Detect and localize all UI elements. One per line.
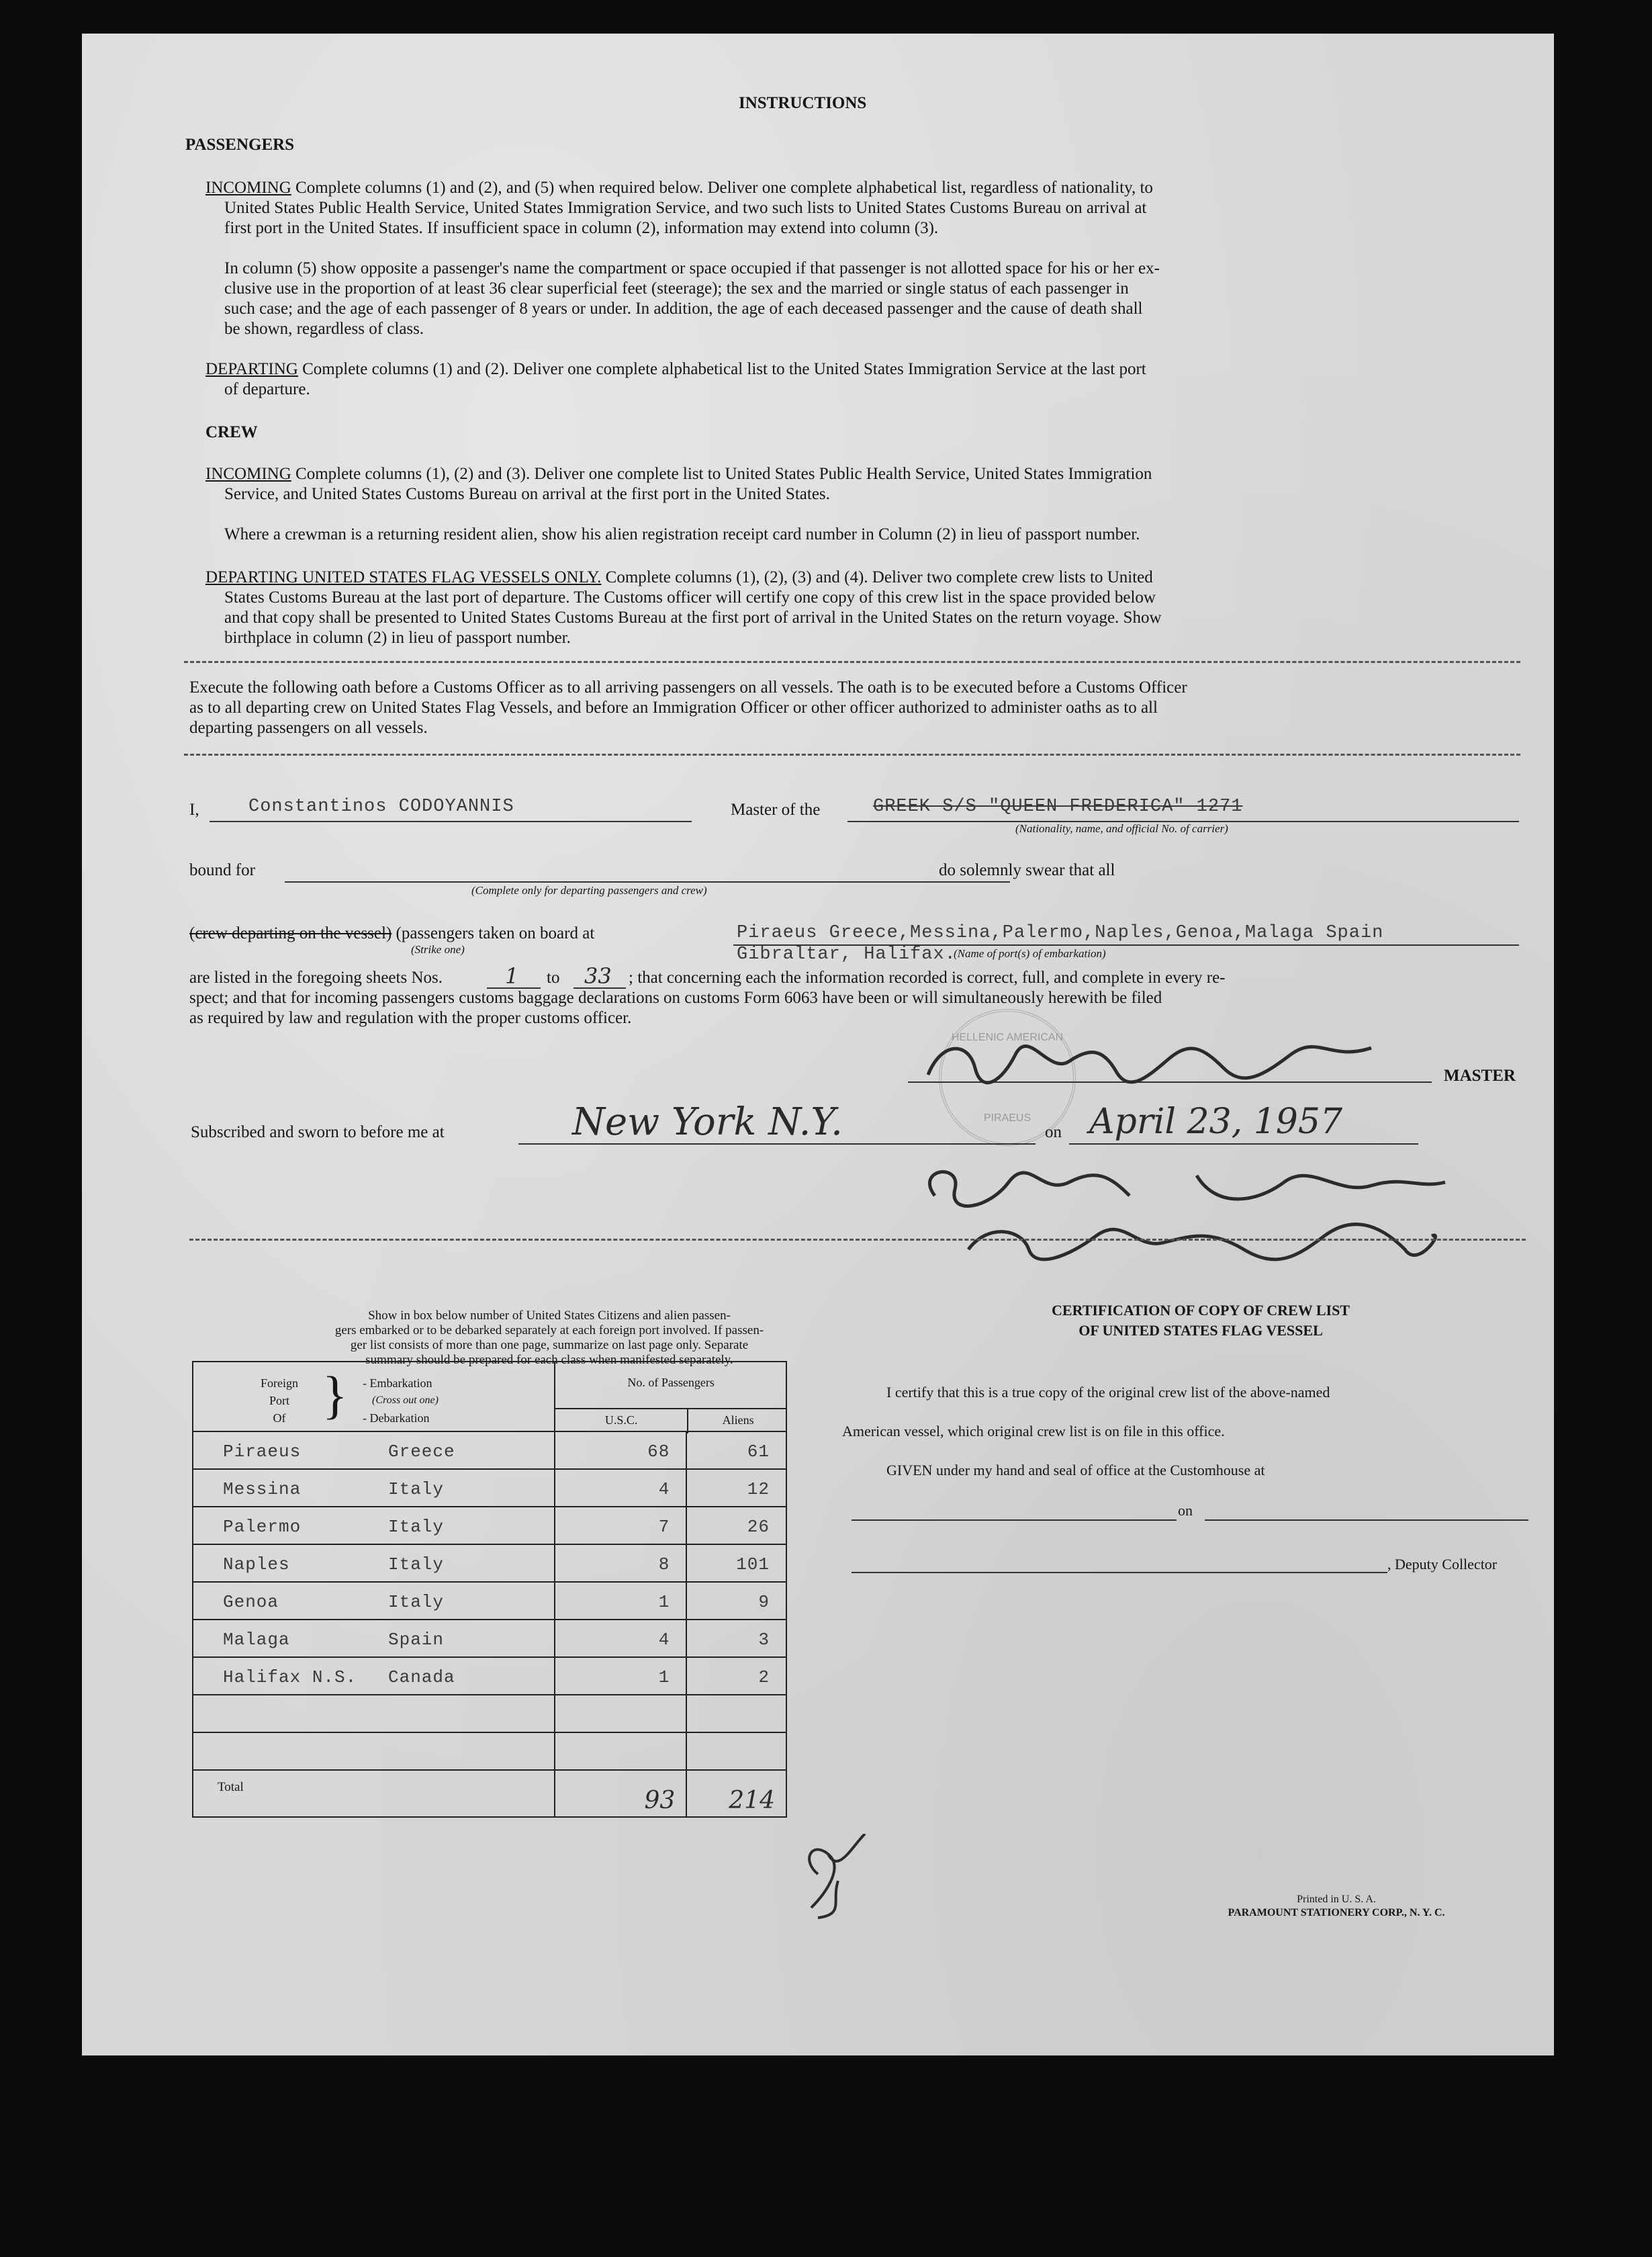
aliens-cell: [686, 1507, 786, 1544]
crew-departing-text-1: Complete columns (1), (2), (3) and (4). Deliver two complete crew lists to United: [605, 568, 1153, 586]
total-aliens[interactable]: 214: [729, 1787, 775, 1814]
embark-debark-labels: [363, 1374, 439, 1427]
port-cell: [193, 1657, 555, 1695]
crew-departing-label: DEPARTING UNITED STATES FLAG VESSELS ONLY.: [205, 568, 602, 586]
printer-line-1: Printed in U. S. A.: [1297, 1894, 1376, 1905]
oath-divider: [184, 754, 1520, 756]
row-port[interactable]: Malaga: [223, 1630, 290, 1650]
usc-cell: [555, 1695, 686, 1732]
incoming-text-3: first port in the United States. If insufficient space in column (2), information may extend into column (3).: [224, 219, 939, 237]
row-country[interactable]: Italy: [388, 1479, 445, 1499]
bound-for-label: bound for: [189, 861, 255, 879]
departing-paragraph-line-1: [205, 359, 1146, 380]
summary-row: [193, 1657, 786, 1695]
summary-row: [193, 1544, 786, 1582]
row-country[interactable]: Italy: [388, 1592, 445, 1612]
summary-instr-3: ger list consists of more than one page, summarize on last page only. Separate: [350, 1338, 749, 1352]
vessel-caption: (Nationality, name, and official No. of carrier): [1015, 822, 1228, 835]
subscribed-label: Subscribed and sworn to before me at: [191, 1123, 445, 1141]
row-port[interactable]: Messina: [223, 1479, 302, 1499]
cert-text-1: I certify that this is a true copy of the original crew list of the above-named: [886, 1384, 1330, 1401]
listed-text-3: as required by law and regulation with the proper customs officer.: [189, 1009, 632, 1027]
hdr-cross-out: (Cross out one): [372, 1395, 439, 1406]
sworn-date-field[interactable]: April 23, 1957: [1089, 1102, 1343, 1142]
port-cell: [193, 1620, 555, 1657]
aliens-cell: [686, 1620, 786, 1657]
foreign-port-header: [193, 1362, 555, 1431]
row-country[interactable]: Spain: [388, 1630, 445, 1650]
hdr-foreign: Foreign: [261, 1376, 298, 1390]
num-passengers-header: [555, 1362, 786, 1431]
port-cell: [193, 1544, 555, 1582]
summary-row: [193, 1507, 786, 1544]
row-usc[interactable]: 1: [658, 1592, 670, 1612]
manifest-page: [82, 34, 1554, 2055]
row-usc[interactable]: 4: [658, 1630, 670, 1650]
header-brace: }: [322, 1366, 348, 1424]
row-aliens[interactable]: 101: [736, 1554, 770, 1575]
usc-cell: [555, 1657, 686, 1695]
summary-instructions: [214, 1309, 885, 1368]
row-usc[interactable]: 4: [658, 1479, 670, 1499]
ports-field-2[interactable]: Gibraltar, Halifax.: [737, 944, 956, 965]
hdr-num-passengers: No. of Passengers: [627, 1376, 715, 1389]
cert-title-1: CERTIFICATION OF COPY OF CREW LIST: [1052, 1302, 1350, 1319]
column5-text-1: In column (5) show opposite a passenger's name the compartment or space occupied if that passenger is not allotted space for his or her ex-: [224, 259, 1160, 277]
bound-for-caption: (Complete only for departing passengers and crew): [471, 884, 707, 897]
port-cell: [193, 1431, 555, 1469]
crew-departing-text-3: and that copy shall be presented to United States Customs Bureau at the first port of arrival in the United States on the return voyage. Show: [224, 609, 1162, 627]
listed-text-2: spect; and that for incoming passengers customs baggage declarations on customs Form 6063 have been or will simultaneously herewith be filed: [189, 989, 1162, 1007]
to-label: to: [547, 969, 560, 987]
usc-cell: [555, 1620, 686, 1657]
row-aliens[interactable]: 3: [758, 1630, 770, 1650]
hdr-usc: U.S.C.: [604, 1413, 638, 1427]
master-of-label: Master of the: [731, 801, 821, 819]
departing-text-2: of departure.: [224, 380, 310, 398]
ports-caption: (Name of port(s) of embarkation): [954, 947, 1106, 960]
passenger-summary-table: [192, 1361, 787, 1818]
crew-departing-line-1: [205, 567, 1153, 588]
ports-field-1[interactable]: Piraeus Greece,Messina,Palermo,Naples,Genoa,Malaga Spain: [737, 923, 1384, 943]
row-aliens[interactable]: 26: [747, 1517, 770, 1537]
foreign-port-of-labels: [261, 1374, 298, 1427]
usc-cell: [555, 1469, 686, 1507]
aliens-cell: [686, 1582, 786, 1620]
crew-incoming-line-1: [205, 463, 1152, 485]
crew-heading: CREW: [205, 423, 258, 441]
incoming-text-1: Complete columns (1) and (2), and (5) when required below. Deliver one complete alphabetical list, regardless of nationality, to: [295, 179, 1153, 197]
total-usc-cell: [555, 1770, 686, 1817]
sheet-from-field[interactable]: 1: [505, 963, 519, 989]
cert-given: GIVEN under my hand and seal of office at the Customhouse at: [886, 1462, 1265, 1478]
aliens-cell: [686, 1431, 786, 1469]
passengers-heading: PASSENGERS: [185, 136, 295, 154]
oath-intro-2: as to all departing crew on United States Flag Vessels, and before an Immigration Officer or other officer authorized to administer oaths as to all: [189, 699, 1158, 717]
usc-cell: [555, 1544, 686, 1582]
row-aliens[interactable]: 2: [758, 1667, 770, 1687]
total-aliens-cell: [686, 1770, 786, 1817]
master-signature[interactable]: [915, 1034, 1385, 1088]
aliens-cell: [686, 1469, 786, 1507]
summary-body: [193, 1431, 786, 1770]
crew-incoming-text-2: Service, and United States Customs Bureau on arrival at the first port in the United States.: [224, 485, 830, 503]
summary-row: [193, 1620, 786, 1657]
port-cell: [193, 1695, 555, 1732]
port-cell: [193, 1582, 555, 1620]
aliens-cell: [686, 1657, 786, 1695]
vessel-field[interactable]: GREEK S/S "QUEEN FREDERICA" 1271: [873, 797, 1243, 817]
row-port[interactable]: Naples: [223, 1554, 290, 1575]
row-aliens[interactable]: 12: [747, 1479, 770, 1499]
crew-departing-text-2: States Customs Bureau at the last port of departure. The Customs officer will certify one copy of this crew list in the space provided below: [224, 588, 1156, 607]
row-port[interactable]: Piraeus: [223, 1442, 302, 1462]
total-usc[interactable]: 93: [644, 1787, 676, 1814]
incoming-paragraph-line-1: [205, 177, 1153, 199]
departing-label: DEPARTING: [205, 360, 298, 378]
crew-departing-option: (crew departing on the vessel): [189, 924, 392, 942]
summary-blank-row: [193, 1732, 786, 1770]
summary-row: [193, 1469, 786, 1507]
hdr-of: Of: [273, 1411, 286, 1425]
listed-rest: ; that concerning each the information recorded is correct, full, and complete in every re-: [629, 969, 1226, 987]
crew-incoming-text-1: Complete columns (1), (2) and (3). Deliver one complete list to United States Public Health Service, United States Immigration: [295, 465, 1152, 483]
summary-header-row: [193, 1362, 786, 1431]
bound-for-line[interactable]: [285, 881, 1010, 883]
row-aliens[interactable]: 9: [758, 1592, 770, 1612]
customs-officer-signature[interactable]: [908, 1149, 1512, 1276]
row-usc[interactable]: 68: [647, 1442, 670, 1462]
summary-instr-2: gers embarked or to be debarked separately at each foreign port involved. If passen-: [334, 1323, 764, 1337]
instructions-heading: INSTRUCTIONS: [739, 94, 867, 112]
hdr-aliens: Aliens: [722, 1413, 754, 1427]
cert-text-2: American vessel, which original crew list is on file in this office.: [842, 1423, 1225, 1440]
row-port[interactable]: Palermo: [223, 1517, 302, 1537]
usc-cell: [555, 1582, 686, 1620]
printer-line-2: PARAMOUNT STATIONERY CORP., N. Y. C.: [1228, 1907, 1445, 1918]
total-label: Total: [218, 1780, 244, 1794]
section-divider: [184, 661, 1520, 663]
master-name-line: [210, 821, 692, 822]
hdr-debarkation: - Debarkation: [363, 1411, 430, 1425]
crew-departing-struck: [189, 923, 594, 944]
row-country[interactable]: Greece: [388, 1442, 455, 1462]
row-port[interactable]: Halifax N.S.: [223, 1667, 357, 1687]
summary-row: [193, 1431, 786, 1469]
row-aliens[interactable]: 61: [747, 1442, 770, 1462]
row-usc[interactable]: 1: [658, 1667, 670, 1687]
summary-total-row: [193, 1770, 786, 1817]
listed-label: are listed in the foregoing sheets Nos.: [189, 969, 443, 987]
oath-intro-3: departing passengers on all vessels.: [189, 719, 428, 737]
certification-title: [966, 1300, 1436, 1341]
printer-imprint: [1148, 1893, 1524, 1920]
summary-row: [193, 1582, 786, 1620]
usc-aliens-subheader: [555, 1408, 786, 1433]
cert-title-2: OF UNITED STATES FLAG VESSEL: [1079, 1322, 1323, 1339]
swear-label: do solemnly swear that all: [939, 861, 1115, 879]
port-cell: [193, 1469, 555, 1507]
crew-departing-text-4: birthplace in column (2) in lieu of passport number.: [224, 629, 571, 647]
aliens-cell: [686, 1732, 786, 1770]
summary-instr-4: summary should be prepared for each class when manifested separately.: [365, 1353, 733, 1367]
strike-one-caption: (Strike one): [411, 943, 465, 956]
sheet-to-field[interactable]: 33: [584, 963, 612, 989]
initials-mark: [798, 1834, 872, 1921]
crew-resident-alien-text: Where a crewman is a returning resident alien, show his alien registration receipt card number in Column (2) in lieu of passport number.: [224, 525, 1140, 543]
master-name-field[interactable]: Constantinos CODOYANNIS: [248, 797, 514, 817]
summary-instr-1: Show in box below number of United States Citizens and alien passen-: [368, 1309, 731, 1323]
crew-incoming-label: INCOMING: [205, 465, 291, 483]
hdr-embarkation: - Embarkation: [363, 1376, 432, 1390]
sworn-place-field[interactable]: New York N.Y.: [572, 1100, 843, 1144]
row-country[interactable]: Italy: [388, 1554, 445, 1575]
column5-text-4: be shown, regardless of class.: [224, 320, 424, 338]
row-usc[interactable]: 7: [658, 1517, 670, 1537]
seal-bottom-text: PIRAEUS: [983, 1112, 1031, 1124]
incoming-text-2: United States Public Health Service, United States Immigration Service, and two such lists to United States Customs Bureau on arrival at: [224, 199, 1147, 217]
summary-blank-row: [193, 1695, 786, 1732]
oath-i-label: I,: [189, 801, 199, 819]
column5-text-2: clusive use in the proportion of at least 36 clear superficial feet (steerage); the sex and the married or single status of each passenger in: [224, 279, 1129, 298]
total-label-cell: [193, 1770, 555, 1817]
column5-text-3: such case; and the age of each passenger of 8 years or under. In addition, the age of each deceased passenger and the cause of death shall: [224, 300, 1143, 318]
seal-top-text: HELLENIC AMERICAN: [951, 1032, 1064, 1043]
usc-cell: [555, 1732, 686, 1770]
deputy-collector-label: , Deputy Collector: [1387, 1556, 1498, 1573]
customhouse-line[interactable]: [852, 1519, 1177, 1521]
oath-bottom-divider: [189, 1239, 1526, 1241]
hdr-port: Port: [269, 1394, 289, 1407]
row-country[interactable]: Italy: [388, 1517, 445, 1537]
incoming-label: INCOMING: [205, 179, 291, 197]
departing-text-1: Complete columns (1) and (2). Deliver one complete alphabetical list to the United States Immigration Service at the last port: [302, 360, 1146, 378]
usc-cell: [555, 1507, 686, 1544]
cert-date-line[interactable]: [1205, 1519, 1528, 1521]
cert-on-label: on: [1178, 1502, 1193, 1519]
sworn-on-label: on: [1045, 1123, 1062, 1141]
master-label: MASTER: [1444, 1067, 1516, 1085]
passengers-taken-label: (passengers taken on board at: [396, 924, 595, 942]
usc-cell: [555, 1431, 686, 1469]
port-cell: [193, 1732, 555, 1770]
aliens-cell: [686, 1544, 786, 1582]
port-cell: [193, 1507, 555, 1544]
aliens-subheader-cell: [687, 1409, 788, 1433]
row-country[interactable]: Canada: [388, 1667, 455, 1687]
sworn-date-line: [1069, 1143, 1418, 1145]
row-usc[interactable]: 8: [658, 1554, 670, 1575]
aliens-cell: [686, 1695, 786, 1732]
deputy-collector-line[interactable]: [852, 1572, 1387, 1573]
row-port[interactable]: Genoa: [223, 1592, 279, 1612]
oath-intro-1: Execute the following oath before a Customs Officer as to all arriving passengers on all vessels. The oath is to be executed before a Customs Officer: [189, 678, 1187, 697]
